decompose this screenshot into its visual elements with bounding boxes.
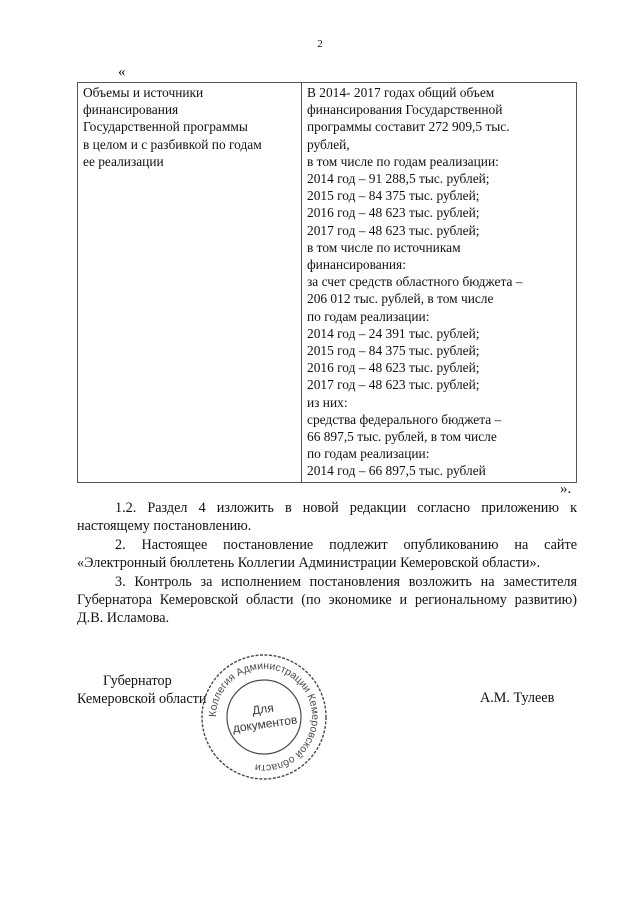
stamp-center-line1: Для (251, 700, 275, 718)
program-passport-table (77, 82, 577, 483)
label-line: в целом и с разбивкой по годам (83, 136, 262, 152)
signatory-name: А.М. Тулеев (480, 690, 555, 706)
value-line: из них: (307, 394, 348, 410)
paragraph-1-2 (77, 499, 577, 535)
value-line: 2015 год – 84 375 тыс. рублей; (307, 188, 480, 204)
signatory-title-line1: Губернатор (103, 673, 172, 689)
signatory-title (77, 672, 206, 708)
value-line: по годам реализации: (307, 446, 430, 462)
value-line: программы составит 272 909,5 тыс. (307, 119, 510, 135)
value-line: 2016 год – 48 623 тыс. рублей; (307, 205, 480, 221)
label-line: Объемы и источники (83, 85, 204, 100)
stamp-ring-text: Коллегия Администрации Кемеровской области (206, 659, 322, 775)
value-line: в том числе по годам реализации: (307, 153, 499, 169)
funding-value-cell (302, 83, 577, 483)
value-line: В 2014- 2017 годах общий объем (307, 85, 495, 100)
paragraph-text: 3. Контроль за исполнением постановления возложить на заместителя Губернатора Кемеровской области (по экономике и региональному развитию) Д.В. Исламова. (77, 574, 577, 626)
paragraph-3 (77, 573, 577, 627)
label-line: ее реализации (83, 153, 164, 169)
value-line: 2016 год – 48 623 тыс. рублей; (307, 360, 480, 376)
value-line: финансирования Государственной (307, 102, 503, 118)
value-line: 2014 год – 24 391 тыс. рублей; (307, 325, 480, 341)
value-line: средства федерального бюджета – (307, 411, 502, 427)
value-line: 66 897,5 тыс. рублей, в том числе (307, 429, 497, 445)
stamp-center-line2: документов (231, 712, 299, 736)
value-line: 206 012 тыс. рублей, в том числе (307, 291, 494, 307)
value-line: за счет средств областного бюджета – (307, 274, 523, 290)
value-line: рублей, (307, 136, 350, 152)
value-line: 2014 год – 91 288,5 тыс. рублей; (307, 171, 490, 187)
signatory-title-line2: Кемеровской области (77, 691, 207, 707)
value-line: 2017 год – 48 623 тыс. рублей; (307, 222, 480, 238)
table-row (78, 83, 577, 483)
page-number: 2 (317, 38, 323, 50)
closing-quote: ». (560, 481, 572, 497)
value-line: 2014 год – 66 897,5 тыс. рублей (307, 463, 486, 479)
label-line: финансирования (83, 102, 179, 118)
value-line: финансирования: (307, 257, 406, 273)
value-line: в том числе по источникам (307, 239, 461, 255)
label-line: Государственной программы (83, 119, 248, 135)
value-line: по годам реализации: (307, 308, 430, 324)
official-stamp (199, 652, 329, 782)
paragraph-text: 2. Настоящее постановление подлежит опубликованию на сайте «Электронный бюллетень Коллегии Администрации Кемеровской области». (77, 537, 577, 571)
value-line: 2017 год – 48 623 тыс. рублей; (307, 377, 480, 393)
paragraph-text: 1.2. Раздел 4 изложить в новой редакции согласно приложению к настоящему постановлению. (77, 500, 577, 534)
paragraph-2 (77, 536, 577, 572)
funding-label-cell (78, 83, 302, 483)
value-line: 2015 год – 84 375 тыс. рублей; (307, 343, 480, 359)
opening-quote: « (118, 64, 126, 80)
